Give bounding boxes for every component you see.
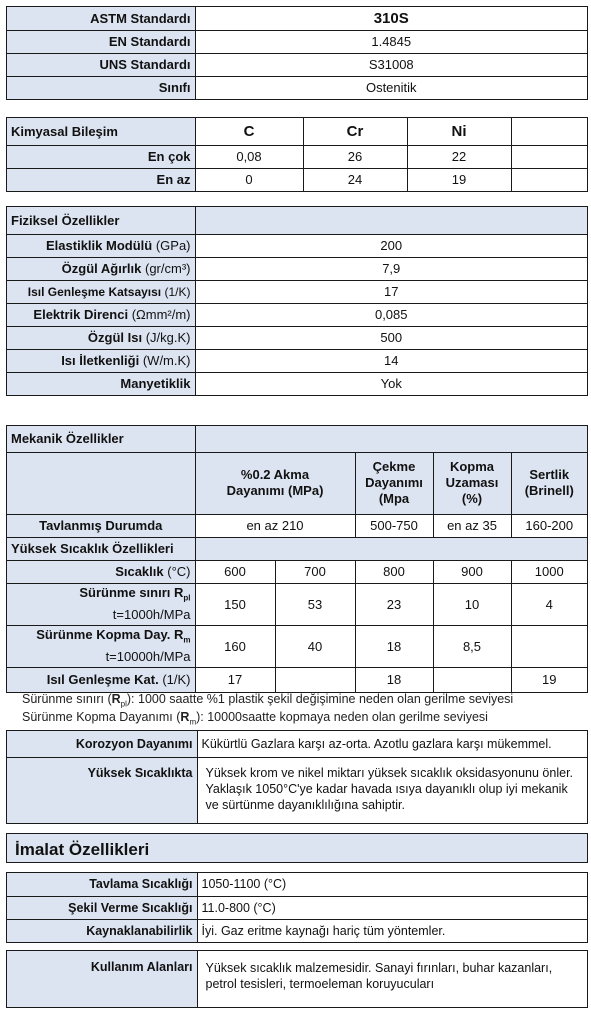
creep-rupture-sub: m — [183, 635, 191, 645]
high-temp-title-fill — [195, 537, 587, 560]
expansion-unit: (1/K) — [162, 672, 191, 688]
forming-temp-row — [7, 896, 587, 919]
specific-heat-value: 500 — [195, 326, 587, 349]
forming-temp-label: Şekil Verme Sıcaklığı — [7, 896, 197, 919]
note1-text-a: Sürünme sınırı ( — [22, 692, 112, 706]
note2-sub: m — [189, 717, 197, 727]
creep-limit-label: Sürünme sınırı R — [79, 585, 184, 601]
physical-row — [7, 349, 587, 372]
creep-limit-sub: pl — [183, 593, 191, 603]
chemical-table — [6, 117, 588, 192]
weldability-value: İyi. Gaz eritme kaynağı hariç tüm yöntemler. — [197, 919, 587, 942]
uns-row — [7, 53, 587, 76]
density-unit: (gr/cm³) — [145, 261, 191, 276]
en-row — [7, 30, 587, 53]
annealing-temp-value: 1050-1100 (°C) — [197, 873, 587, 896]
elasticity-value: 200 — [195, 234, 587, 257]
creep-rupture-1000 — [511, 625, 587, 667]
creep-limit-1000: 4 — [511, 583, 587, 625]
usage-text: Yüksek sıcaklık malzemesidir. Sanayi fırınları, buhar kazanları, petrol tesisleri, termoeleman koruyucuları — [197, 951, 587, 1007]
mechanical-header-row — [7, 426, 587, 452]
resistivity-label: Elektrik Direnci — [33, 307, 129, 322]
class-label: Sınıfı — [7, 76, 195, 99]
min-cr: 24 — [303, 168, 407, 191]
max-c: 0,08 — [195, 145, 303, 168]
corrosion-label: Korozyon Dayanımı — [7, 731, 197, 757]
expansion-600: 17 — [195, 667, 275, 692]
corrosion-text: Kükürtlü Gazlara karşı az-orta. Azotlu gazlara karşı mükemmel. — [197, 731, 587, 757]
chemical-title: Kimyasal Bileşim — [7, 118, 195, 145]
max-label: En çok — [7, 145, 195, 168]
mechanical-title: Mekanik Özellikler — [7, 426, 195, 452]
expansion-900 — [433, 667, 511, 692]
creep-rupture-600: 160 — [195, 625, 275, 667]
temp-unit: (°C) — [167, 564, 191, 579]
temp-900: 900 — [433, 560, 511, 583]
annealing-temp-row — [7, 873, 587, 896]
annealed-row — [7, 514, 587, 537]
class-row — [7, 76, 587, 99]
en-value: 1.4845 — [195, 30, 587, 53]
elongation-header: Kopma Uzaması (%) — [433, 452, 511, 514]
thermal-expansion-unit: (1/K) — [164, 284, 191, 299]
element-empty — [511, 118, 587, 145]
astm-row — [7, 7, 587, 30]
physical-row — [7, 257, 587, 280]
high-temp-label: Yüksek Sıcaklıkta — [7, 757, 197, 823]
physical-title: Fiziksel Özellikler — [7, 207, 195, 234]
creep-rupture-row — [7, 625, 587, 667]
expansion-800: 18 — [355, 667, 433, 692]
conductivity-unit: (W/m.K) — [142, 353, 191, 368]
creep-rupture-unit: t=10000h/MPa — [105, 648, 191, 664]
annealing-temp-label: Tavlama Sıcaklığı — [7, 873, 197, 896]
forming-temp-value: 11.0-800 (°C) — [197, 896, 587, 919]
elasticity-label: Elastiklik Modülü — [46, 238, 153, 253]
annealed-hardness: 160-200 — [511, 514, 587, 537]
expansion-label: Isıl Genleşme Kat. — [46, 672, 159, 688]
temp-1000: 1000 — [511, 560, 587, 583]
max-ni: 22 — [407, 145, 511, 168]
annealed-elongation: en az 35 — [433, 514, 511, 537]
high-temp-title: Yüksek Sıcaklık Özellikleri — [7, 537, 195, 560]
standards-table — [6, 6, 588, 100]
max-empty — [511, 145, 587, 168]
note2-text-b: ): 10000saatte kopmaya neden olan gerilme seviyesi — [196, 710, 488, 724]
physical-row — [7, 280, 587, 303]
specific-heat-label: Özgül Isı — [87, 330, 143, 345]
magnetism-value: Yok — [195, 372, 587, 395]
expansion-700 — [275, 667, 355, 692]
weldability-row — [7, 919, 587, 942]
high-temp-row — [7, 757, 587, 823]
mechanical-table — [6, 425, 588, 693]
note1-text-b: ): 1000 saatte %1 plastik şekil değişimine neden olan gerilme seviyesi — [126, 692, 514, 706]
temperature-row — [7, 560, 587, 583]
expansion-row — [7, 667, 587, 692]
temp-800: 800 — [355, 560, 433, 583]
resistivity-value: 0,085 — [195, 303, 587, 326]
uns-label: UNS Standardı — [7, 53, 195, 76]
tensile-header: Çekme Dayanımı (Mpa — [355, 452, 433, 514]
note2-text-a: Sürünme Kopma Dayanımı ( — [22, 710, 181, 724]
uns-value: S31008 — [195, 53, 587, 76]
physical-header-row — [7, 207, 587, 234]
temp-600: 600 — [195, 560, 275, 583]
min-label: En az — [7, 168, 195, 191]
thermal-expansion-value: 17 — [195, 280, 587, 303]
corrosion-table — [6, 730, 588, 824]
creep-rupture-label: Sürünme Kopma Day. R — [36, 627, 184, 643]
creep-limit-unit: t=1000h/MPa — [112, 606, 191, 622]
weldability-label: Kaynaklanabilirlik — [7, 919, 197, 942]
resistivity-unit: (Ωmm²/m) — [131, 307, 191, 322]
expansion-1000: 19 — [511, 667, 587, 692]
note-creep-limit — [22, 692, 513, 709]
temp-label: Sıcaklık — [115, 564, 164, 579]
temp-700: 700 — [275, 560, 355, 583]
chemical-max-row — [7, 145, 587, 168]
creep-limit-700: 53 — [275, 583, 355, 625]
annealed-label: Tavlanmış Durumda — [7, 514, 195, 537]
max-cr: 26 — [303, 145, 407, 168]
thermal-expansion-label: Isıl Genleşme Katsayısı — [27, 284, 162, 299]
physical-row — [7, 372, 587, 395]
conductivity-value: 14 — [195, 349, 587, 372]
creep-rupture-800: 18 — [355, 625, 433, 667]
physical-header-fill — [195, 207, 587, 234]
astm-value: 310S — [195, 7, 587, 30]
physical-table — [6, 206, 588, 396]
element-ni: Ni — [407, 118, 511, 145]
min-ni: 19 — [407, 168, 511, 191]
min-c: 0 — [195, 168, 303, 191]
usage-label: Kullanım Alanları — [7, 951, 197, 1007]
note1-r: R — [111, 692, 121, 706]
astm-label: ASTM Standardı — [7, 7, 195, 30]
min-empty — [511, 168, 587, 191]
hardness-header: Sertlik (Brinell) — [511, 452, 587, 514]
annealed-tensile: 500-750 — [355, 514, 433, 537]
creep-limit-600: 150 — [195, 583, 275, 625]
yield-header: %0.2 Akma Dayanımı (MPa) — [195, 452, 355, 514]
chemical-header-row — [7, 118, 587, 145]
usage-table — [6, 950, 588, 1008]
usage-row — [7, 951, 587, 1007]
element-cr: Cr — [303, 118, 407, 145]
en-label: EN Standardı — [7, 30, 195, 53]
density-label: Özgül Ağırlık — [61, 261, 142, 276]
mechanical-col-header-row — [7, 452, 587, 514]
creep-rupture-700: 40 — [275, 625, 355, 667]
note2-r: R — [180, 710, 190, 724]
note-creep-rupture — [22, 710, 488, 727]
density-value: 7,9 — [195, 257, 587, 280]
mechanical-col-header-blank — [7, 452, 195, 514]
element-c: C — [195, 118, 303, 145]
specific-heat-unit: (J/kg.K) — [145, 330, 191, 345]
manufacturing-table — [6, 872, 588, 943]
creep-limit-row — [7, 583, 587, 625]
mechanical-header-fill — [195, 426, 587, 452]
elasticity-unit: (GPa) — [155, 238, 191, 253]
class-value: Ostenitik — [195, 76, 587, 99]
chemical-min-row — [7, 168, 587, 191]
note1-sub: pl — [120, 699, 127, 709]
annealed-yield: en az 210 — [195, 514, 355, 537]
creep-limit-900: 10 — [433, 583, 511, 625]
creep-limit-800: 23 — [355, 583, 433, 625]
corrosion-row — [7, 731, 587, 757]
physical-row — [7, 326, 587, 349]
conductivity-label: Isı İletkenliği — [61, 353, 140, 368]
manufacturing-title: İmalat Özellikleri — [6, 833, 588, 863]
creep-rupture-900: 8,5 — [433, 625, 511, 667]
physical-row — [7, 234, 587, 257]
magnetism-label: Manyetiklik — [120, 376, 191, 392]
high-temp-title-row — [7, 537, 587, 560]
physical-row — [7, 303, 587, 326]
high-temp-text: Yüksek krom ve nikel miktarı yüksek sıcaklık oksidasyonunu önler. Yaklaşık 1050°C'ye kadar havada ısıya dayanıklı olup iyi mekanik ve sürtünme dayanıklılığına sahiptir. — [197, 757, 587, 823]
